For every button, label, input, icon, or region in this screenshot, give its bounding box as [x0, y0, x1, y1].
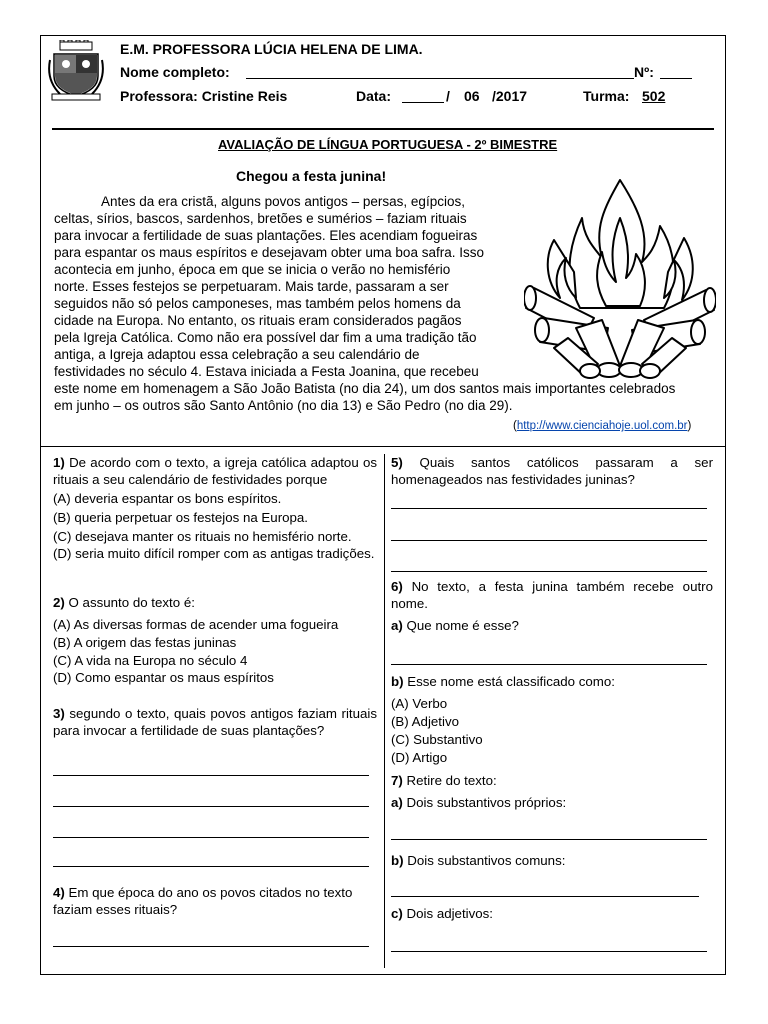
- teacher-name: Professora: Cristine Reis: [120, 88, 288, 104]
- story-line: norte. Esses festejos se perpetuaram. Mais tarde, passaram a ser: [54, 279, 449, 294]
- date-separator: /: [446, 88, 450, 104]
- q5-answer-line[interactable]: [391, 571, 707, 572]
- q2-option-b[interactable]: (B) A origem das festas juninas: [53, 635, 237, 650]
- q6-option-b[interactable]: (B) Adjetivo: [391, 714, 459, 729]
- q2-option-d[interactable]: (D) Como espantar os maus espíritos: [53, 670, 274, 685]
- story-line: para espantar os maus espíritos e desejavam obter uma boa safra. Isso: [54, 245, 484, 260]
- date-day-field[interactable]: [402, 90, 444, 103]
- question-1: 1) De acordo com o texto, a igreja católica adaptou os rituais a seu calendário de festividades porque: [53, 455, 377, 487]
- number-label: Nº:: [634, 64, 654, 80]
- date-month: 06: [464, 88, 480, 104]
- q5-answer-line[interactable]: [391, 540, 707, 541]
- story-line: celtas, sírios, bascos, sardenhos, bretões e sumérios – faziam rituais: [54, 211, 467, 226]
- question-2: 2) O assunto do texto é:: [53, 595, 195, 610]
- q6-option-d[interactable]: (D) Artigo: [391, 750, 448, 765]
- school-name: E.M. PROFESSORA LÚCIA HELENA DE LIMA.: [120, 41, 423, 57]
- question-4: 4) Em que época do ano os povos citados no texto faziam esses rituais?: [53, 885, 353, 917]
- q3-answer-line[interactable]: [53, 837, 369, 838]
- story-title: Chegou a festa junina!: [236, 168, 387, 184]
- question-5: 5) Quais santos católicos passaram a ser homenageados nas festividades juninas?: [391, 455, 713, 487]
- bonfire-illustration: [524, 178, 716, 383]
- q6b-prompt: b) Esse nome está classificado como:: [391, 674, 615, 689]
- q7b-answer-line[interactable]: [391, 896, 699, 897]
- q7c-prompt: c) Dois adjetivos:: [391, 906, 493, 921]
- q7b-prompt: b) Dois substantivos comuns:: [391, 853, 566, 868]
- class-value: 502: [642, 88, 666, 104]
- story-line: este nome em homenagem a São João Batista (no dia 24), um dos santos mais importantes celebrados: [54, 381, 676, 396]
- question-6: 6) No texto, a festa junina também recebe outro nome.: [391, 579, 713, 611]
- q4-answer-line[interactable]: [53, 946, 369, 947]
- date-label: Data:: [356, 88, 392, 104]
- q5-answer-line[interactable]: [391, 508, 707, 509]
- q6a-prompt: a) Que nome é esse?: [391, 618, 519, 633]
- story-line: para invocar a fertilidade de suas plantações. Eles acendiam fogueiras: [54, 228, 478, 243]
- exam-title: AVALIAÇÃO DE LÍNGUA PORTUGUESA - 2º BIMESTRE: [218, 137, 558, 152]
- question-7: 7) Retire do texto:: [391, 773, 497, 788]
- story-line: festividades no século 4. Estava iniciada a Festa Joanina, que recebeu: [54, 364, 479, 379]
- q1-option-d[interactable]: (D) seria muito difícil romper com as antigas tradições.: [53, 546, 375, 561]
- questions-divider: [40, 446, 726, 447]
- q3-answer-line[interactable]: [53, 806, 369, 807]
- story-line: acontecia em junho, época em que se inicia o verão no hemisfério: [54, 262, 451, 277]
- column-divider: [384, 454, 385, 968]
- story-line: pela Igreja Católica. Como não era possível dar fim a uma tradição tão: [54, 330, 477, 345]
- q1-option-a[interactable]: (A) deveria espantar os bons espíritos.: [53, 491, 282, 506]
- q7a-answer-line[interactable]: [391, 839, 707, 840]
- header-divider: [52, 128, 714, 130]
- q6a-answer-line[interactable]: [391, 664, 707, 665]
- school-coat-of-arms: [46, 40, 106, 102]
- q6-option-c[interactable]: (C) Substantivo: [391, 732, 483, 747]
- class-label: Turma:: [583, 88, 630, 104]
- q2-option-c[interactable]: (C) A vida na Europa no século 4: [53, 653, 248, 668]
- date-year: /2017: [492, 88, 528, 104]
- q1-option-c[interactable]: (C) desejava manter os rituais no hemisfério norte.: [53, 529, 352, 544]
- story-line: cidade na Europa. No entanto, os rituais eram considerados pagãos: [54, 313, 462, 328]
- source-citation: (http://www.cienciahoje.uol.com.br): [513, 420, 692, 432]
- q6-option-a[interactable]: (A) Verbo: [391, 696, 448, 711]
- name-label: Nome completo:: [120, 64, 230, 80]
- story-line: em junho – os outros são Santo Antônio (no dia 13) e São Pedro (no dia 29).: [54, 398, 513, 413]
- story-line: Antes da era cristã, alguns povos antigos – persas, egípcios,: [101, 194, 465, 209]
- source-link[interactable]: http://www.cienciahoje.uol.com.br: [516, 420, 688, 432]
- story-line: seguidos não só pelos camponeses, mas também pelos homens da: [54, 296, 461, 311]
- q3-answer-line[interactable]: [53, 866, 369, 867]
- question-3: 3) segundo o texto, quais povos antigos faziam rituais para invocar a fertilidade de suas plantações?: [53, 706, 377, 738]
- q2-option-a[interactable]: (A) As diversas formas de acender uma fogueira: [53, 617, 339, 632]
- q7a-prompt: a) Dois substantivos próprios:: [391, 795, 567, 810]
- q7c-answer-line[interactable]: [391, 951, 707, 952]
- q3-answer-line[interactable]: [53, 775, 369, 776]
- name-field[interactable]: [246, 66, 634, 79]
- q1-option-b[interactable]: (B) queria perpetuar os festejos na Europa.: [53, 510, 309, 525]
- story-line: antiga, a Igreja adaptou essa celebração a seu calendário de: [54, 347, 420, 362]
- number-field[interactable]: [660, 66, 692, 79]
